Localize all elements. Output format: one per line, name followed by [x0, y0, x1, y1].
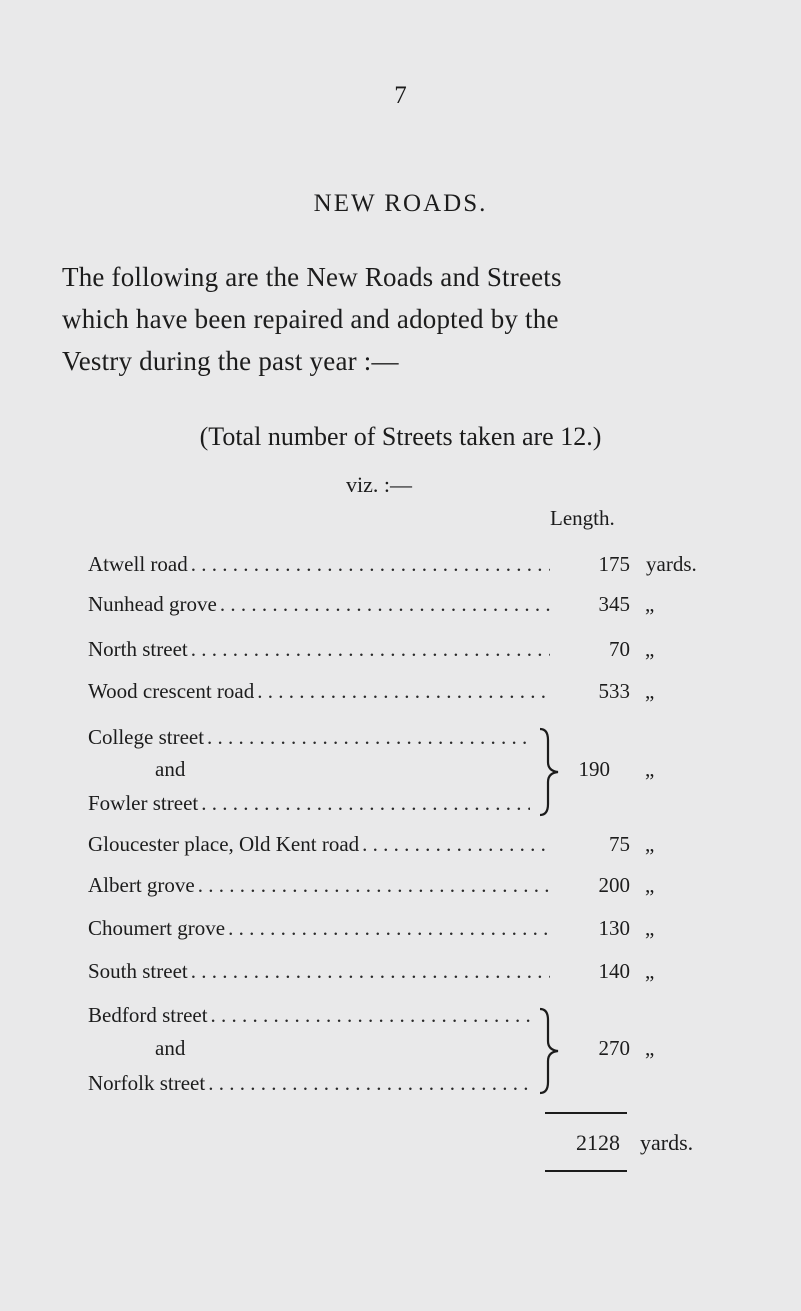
page-heading: NEW ROADS.	[313, 190, 488, 217]
road-length: 140	[598, 959, 630, 983]
ditto-mark: „	[645, 916, 655, 940]
road-row	[88, 552, 550, 580]
dot-leader	[257, 679, 550, 704]
road-length: 345	[598, 592, 630, 616]
dot-leader	[191, 552, 550, 577]
dot-leader	[207, 725, 530, 750]
road-length: 533	[598, 679, 630, 703]
grouped-length: 270	[598, 1036, 630, 1060]
road-length: 200	[598, 873, 630, 897]
road-name: Choumert grove	[88, 916, 226, 940]
road-name: Norfolk street	[88, 1071, 206, 1095]
and-connector: and	[155, 757, 186, 781]
road-length: 70	[609, 637, 630, 661]
road-name: Bedford street	[88, 1003, 208, 1027]
dot-leader	[211, 1003, 530, 1028]
road-name: Fowler street	[88, 791, 199, 815]
dot-leader	[201, 791, 530, 816]
dot-leader	[220, 592, 550, 617]
road-row	[88, 637, 550, 665]
road-row	[88, 592, 550, 620]
total-length: 2128	[576, 1130, 620, 1155]
road-row	[88, 959, 550, 987]
dot-leader	[362, 832, 550, 857]
intro-line-1: The following are the New Roads and Streets	[62, 262, 562, 292]
dot-leader	[191, 637, 550, 662]
and-connector: and	[155, 1036, 186, 1060]
intro-line-3: Vestry during the past year :—	[62, 346, 399, 376]
dot-leader	[191, 959, 550, 984]
dot-leader	[198, 873, 550, 898]
grouped-length: 190	[578, 757, 610, 781]
road-row	[88, 1071, 530, 1099]
page-number: 7	[394, 82, 407, 109]
ditto-mark: „	[645, 637, 655, 661]
sum-rule-bottom	[545, 1170, 627, 1172]
dot-leader	[208, 1071, 530, 1096]
sum-rule-top	[545, 1112, 627, 1114]
road-row	[88, 873, 550, 901]
road-name: College street	[88, 725, 205, 749]
length-unit: yards.	[646, 552, 697, 576]
dot-leader	[228, 916, 550, 941]
ditto-mark: „	[645, 873, 655, 897]
viz-label: viz. :—	[346, 472, 412, 497]
road-row	[88, 916, 550, 944]
road-name: North street	[88, 637, 188, 661]
intro-line-2: which have been repaired and adopted by the	[62, 304, 559, 334]
ditto-mark: „	[645, 592, 655, 616]
length-column-header: Length.	[550, 506, 615, 530]
road-row	[88, 725, 530, 753]
road-length: 175	[598, 552, 630, 576]
road-name: Nunhead grove	[88, 592, 217, 616]
road-name: Atwell road	[88, 552, 188, 576]
road-name: South street	[88, 959, 188, 983]
ditto-mark: „	[645, 1036, 655, 1060]
total-streets-note: (Total number of Streets taken are 12.)	[199, 422, 602, 451]
road-name: Wood crescent road	[88, 679, 255, 703]
road-length: 75	[609, 832, 630, 856]
road-row	[88, 679, 550, 707]
ditto-mark: „	[645, 679, 655, 703]
total-unit: yards.	[640, 1130, 694, 1155]
road-row	[88, 1003, 530, 1031]
road-name: Gloucester place, Old Kent road	[88, 832, 360, 856]
road-name: Albert grove	[88, 873, 195, 897]
ditto-mark: „	[645, 757, 655, 781]
road-length: 130	[598, 916, 630, 940]
road-row	[88, 832, 550, 860]
road-row	[88, 791, 530, 819]
ditto-mark: „	[645, 832, 655, 856]
ditto-mark: „	[645, 959, 655, 983]
